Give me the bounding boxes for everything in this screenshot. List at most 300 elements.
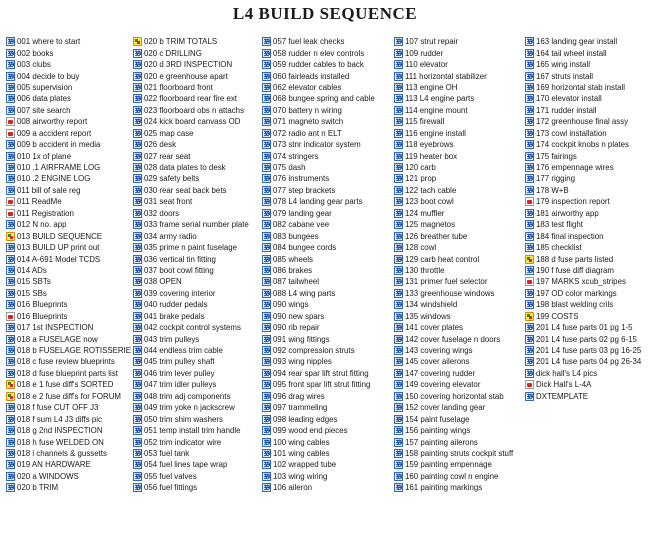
file-item[interactable]: [133, 36, 265, 47]
file-item[interactable]: [525, 70, 650, 81]
file-item[interactable]: [133, 82, 265, 93]
file-item[interactable]: [6, 139, 138, 150]
word-document-icon: [133, 152, 142, 161]
file-item[interactable]: [6, 185, 138, 196]
file-item[interactable]: [262, 379, 394, 390]
file-item[interactable]: [394, 185, 526, 196]
file-item[interactable]: [6, 471, 138, 482]
file-item[interactable]: [133, 391, 265, 402]
file-item[interactable]: [262, 173, 394, 184]
file-item[interactable]: [525, 265, 650, 276]
word-document-icon: [6, 49, 15, 58]
file-name: 015 SBs: [17, 288, 47, 298]
file-item[interactable]: [133, 425, 265, 436]
file-item[interactable]: [525, 253, 650, 264]
file-name: 027 rear seat: [144, 151, 191, 161]
file-item[interactable]: [525, 288, 650, 299]
file-item[interactable]: [6, 459, 138, 470]
file-name: 039 covering interior: [144, 288, 216, 298]
file-item[interactable]: [133, 471, 265, 482]
file-item[interactable]: [394, 265, 526, 276]
file-item[interactable]: [394, 150, 526, 161]
file-item[interactable]: [394, 139, 526, 150]
word-document-icon: [262, 460, 271, 469]
file-name: 090 wings: [273, 300, 309, 310]
file-item[interactable]: [394, 93, 526, 104]
file-item[interactable]: [6, 105, 138, 116]
word-document-icon: [394, 266, 403, 275]
file-item[interactable]: [6, 356, 138, 367]
file-item[interactable]: [262, 162, 394, 173]
file-item[interactable]: [133, 230, 265, 241]
file-item[interactable]: [394, 173, 526, 184]
file-name: 075 dash: [273, 163, 306, 173]
word-document-icon: [525, 300, 534, 309]
file-item[interactable]: [262, 253, 394, 264]
file-name: 119 heater box: [405, 151, 458, 161]
file-item[interactable]: [394, 402, 526, 413]
file-item[interactable]: [133, 322, 265, 333]
file-item[interactable]: [394, 459, 526, 470]
word-document-icon: [262, 220, 271, 229]
file-item[interactable]: [6, 265, 138, 276]
word-document-icon: [133, 174, 142, 183]
file-item[interactable]: [525, 128, 650, 139]
word-document-icon: [262, 94, 271, 103]
file-item[interactable]: [133, 128, 265, 139]
word-document-icon: [394, 94, 403, 103]
file-item[interactable]: [133, 299, 265, 310]
file-item[interactable]: [525, 82, 650, 93]
file-name: 177 rigging: [536, 174, 576, 184]
file-item[interactable]: [262, 471, 394, 482]
file-name: 184 final inspection: [536, 231, 604, 241]
file-item[interactable]: [133, 265, 265, 276]
file-item[interactable]: [262, 150, 394, 161]
file-name: 149 covering elevator: [405, 380, 481, 390]
file-name: 158 painting struts cockpit stuff: [405, 448, 514, 458]
file-item[interactable]: [6, 436, 138, 447]
file-item[interactable]: [133, 436, 265, 447]
file-item[interactable]: [262, 482, 394, 493]
file-item[interactable]: [394, 70, 526, 81]
file-item[interactable]: [133, 185, 265, 196]
file-item[interactable]: [394, 379, 526, 390]
word-document-icon: [525, 49, 534, 58]
file-item[interactable]: [525, 276, 650, 287]
file-item[interactable]: [133, 173, 265, 184]
word-document-icon: [525, 174, 534, 183]
file-item[interactable]: [525, 368, 650, 379]
file-item[interactable]: [525, 322, 650, 333]
file-item[interactable]: [133, 311, 265, 322]
file-name: 091 wing fittings: [273, 334, 330, 344]
file-item[interactable]: [6, 311, 138, 322]
file-item[interactable]: [133, 379, 265, 390]
file-item[interactable]: [6, 299, 138, 310]
file-item[interactable]: [262, 265, 394, 276]
file-name: 007 site search: [17, 105, 71, 115]
file-item[interactable]: [394, 333, 526, 344]
word-document-icon: [394, 346, 403, 355]
word-document-icon: [6, 335, 15, 344]
file-item[interactable]: [525, 333, 650, 344]
word-document-icon: [133, 129, 142, 138]
file-item[interactable]: [394, 356, 526, 367]
file-name: 109 rudder: [405, 48, 444, 58]
file-item[interactable]: [133, 105, 265, 116]
file-item[interactable]: [133, 93, 265, 104]
file-item[interactable]: [262, 36, 394, 47]
file-item[interactable]: [133, 253, 265, 264]
file-item[interactable]: [394, 425, 526, 436]
word-document-icon: [133, 186, 142, 195]
file-item[interactable]: [262, 59, 394, 70]
file-item[interactable]: [394, 230, 526, 241]
file-item[interactable]: [525, 379, 650, 390]
file-name: 115 firewall: [405, 117, 445, 127]
file-item[interactable]: [394, 368, 526, 379]
file-item[interactable]: [394, 105, 526, 116]
file-item[interactable]: [6, 379, 138, 390]
word-document-icon: [394, 129, 403, 138]
file-item[interactable]: [133, 459, 265, 470]
file-item[interactable]: [262, 128, 394, 139]
file-item[interactable]: [133, 333, 265, 344]
file-item[interactable]: [394, 345, 526, 356]
file-item[interactable]: [525, 59, 650, 70]
file-item[interactable]: [6, 82, 138, 93]
file-item[interactable]: [525, 150, 650, 161]
file-item[interactable]: [262, 288, 394, 299]
file-item[interactable]: [394, 482, 526, 493]
word-document-icon: [525, 186, 534, 195]
file-name: 129 carb heat control: [405, 254, 480, 264]
file-item[interactable]: [262, 47, 394, 58]
file-item[interactable]: [394, 242, 526, 253]
file-item[interactable]: [394, 276, 526, 287]
file-item[interactable]: [133, 70, 265, 81]
file-item[interactable]: [394, 288, 526, 299]
file-item[interactable]: [133, 139, 265, 150]
file-name: 175 fairings: [536, 151, 577, 161]
file-item[interactable]: [525, 299, 650, 310]
file-item[interactable]: [262, 436, 394, 447]
file-name: 169 horizontal stab install: [536, 82, 626, 92]
word-document-icon: [6, 449, 15, 458]
file-item[interactable]: [133, 345, 265, 356]
file-item[interactable]: [394, 59, 526, 70]
file-item[interactable]: [262, 425, 394, 436]
file-item[interactable]: [525, 185, 650, 196]
file-name: 020 b TRIM: [17, 483, 59, 493]
file-item[interactable]: [6, 368, 138, 379]
file-item[interactable]: [6, 219, 138, 230]
file-item[interactable]: [394, 253, 526, 264]
file-name: 010 .1 AIRFRAME LOG: [17, 163, 101, 173]
file-item[interactable]: [262, 219, 394, 230]
file-item[interactable]: [525, 162, 650, 173]
file-item[interactable]: [394, 322, 526, 333]
file-item[interactable]: [262, 402, 394, 413]
file-item[interactable]: [262, 230, 394, 241]
file-item[interactable]: [6, 253, 138, 264]
file-item[interactable]: [394, 413, 526, 424]
file-name: 092 compression struts: [273, 346, 355, 356]
file-item[interactable]: [6, 47, 138, 58]
word-document-icon: [6, 472, 15, 481]
file-item[interactable]: [262, 70, 394, 81]
file-item[interactable]: [6, 208, 138, 219]
file-item[interactable]: [6, 116, 138, 127]
word-document-icon: [133, 117, 142, 126]
file-item[interactable]: [394, 82, 526, 93]
word-document-icon: [133, 449, 142, 458]
file-item[interactable]: [525, 173, 650, 184]
file-name: 031 seat front: [144, 197, 193, 207]
file-item[interactable]: [525, 311, 650, 322]
file-item[interactable]: [525, 230, 650, 241]
file-item[interactable]: [262, 368, 394, 379]
file-name: 020 d 3RD INSPECTION: [144, 60, 233, 70]
word-document-icon: [525, 357, 534, 366]
word-document-icon: [262, 243, 271, 252]
word-document-icon: [133, 403, 142, 412]
word-document-icon: [262, 37, 271, 46]
file-item[interactable]: [133, 276, 265, 287]
word-document-icon: [525, 117, 534, 126]
file-name: 045 trim pulley shaft: [144, 357, 215, 367]
file-item[interactable]: [6, 482, 138, 493]
file-item[interactable]: [525, 36, 650, 47]
file-name: 143 covering wings: [405, 346, 473, 356]
file-item[interactable]: [262, 185, 394, 196]
file-name: 101 wing cables: [273, 448, 330, 458]
file-item[interactable]: [6, 230, 138, 241]
file-item[interactable]: [525, 47, 650, 58]
file-item[interactable]: [6, 288, 138, 299]
file-item[interactable]: [6, 333, 138, 344]
file-item[interactable]: [133, 208, 265, 219]
file-item[interactable]: [262, 391, 394, 402]
file-name: 051 temp install trim handle: [144, 426, 241, 436]
file-item[interactable]: [262, 459, 394, 470]
file-name: dick hall's L4 pics: [536, 368, 598, 378]
file-item[interactable]: [6, 242, 138, 253]
file-item[interactable]: [6, 93, 138, 104]
file-item[interactable]: [6, 173, 138, 184]
word-document-icon: [262, 289, 271, 298]
file-name: 135 windows: [405, 311, 451, 321]
file-name: 001 where to start: [17, 37, 81, 47]
file-item[interactable]: [6, 128, 138, 139]
word-document-icon: [262, 106, 271, 115]
file-item[interactable]: [133, 162, 265, 173]
word-document-icon: [262, 335, 271, 344]
file-name: 018 f fuse CUT OFF J3: [17, 403, 99, 413]
word-document-icon: [262, 255, 271, 264]
word-document-icon: [394, 380, 403, 389]
file-item[interactable]: [525, 105, 650, 116]
file-item[interactable]: [6, 59, 138, 70]
word-document-icon: [6, 357, 15, 366]
file-item[interactable]: [262, 356, 394, 367]
file-item[interactable]: [6, 150, 138, 161]
file-item[interactable]: [525, 391, 650, 402]
file-item[interactable]: [133, 219, 265, 230]
file-item[interactable]: [262, 82, 394, 93]
file-item[interactable]: [262, 105, 394, 116]
file-name: 150 covering horizontal stab: [405, 391, 504, 401]
file-item[interactable]: [525, 208, 650, 219]
file-item[interactable]: [262, 116, 394, 127]
word-document-icon: [525, 129, 534, 138]
file-item[interactable]: [133, 413, 265, 424]
file-item[interactable]: [262, 299, 394, 310]
file-item[interactable]: [262, 322, 394, 333]
file-item[interactable]: [525, 242, 650, 253]
word-document-icon: [394, 300, 403, 309]
file-item[interactable]: [262, 208, 394, 219]
file-name: 018 b FUSELAGE ROTISSERIE: [17, 346, 132, 356]
file-item[interactable]: [525, 93, 650, 104]
file-item[interactable]: [262, 242, 394, 253]
word-document-icon: [394, 460, 403, 469]
file-item[interactable]: [6, 425, 138, 436]
file-item[interactable]: [133, 116, 265, 127]
file-item[interactable]: [394, 436, 526, 447]
file-item[interactable]: [394, 208, 526, 219]
word-document-icon: [133, 106, 142, 115]
file-item[interactable]: [262, 345, 394, 356]
file-name: 006 data plates: [17, 94, 71, 104]
word-document-icon: [525, 243, 534, 252]
file-item[interactable]: [133, 356, 265, 367]
file-item[interactable]: [394, 36, 526, 47]
word-document-icon: [525, 369, 534, 378]
file-item[interactable]: [262, 139, 394, 150]
file-name: 011 Registration: [17, 208, 74, 218]
file-item[interactable]: [6, 196, 138, 207]
file-item[interactable]: [394, 162, 526, 173]
word-document-icon: [6, 415, 15, 424]
file-name: 020 e greenhouse apart: [144, 71, 228, 81]
file-name: 010 .2 ENGINE LOG: [17, 174, 91, 184]
word-document-icon: [525, 323, 534, 332]
file-item[interactable]: [133, 368, 265, 379]
pdf-document-icon: [6, 117, 15, 126]
file-item[interactable]: [6, 162, 138, 173]
file-item[interactable]: [525, 196, 650, 207]
file-name: 057 fuel leak checks: [273, 37, 345, 47]
file-item[interactable]: [6, 402, 138, 413]
file-item[interactable]: [6, 413, 138, 424]
file-item[interactable]: [262, 413, 394, 424]
file-item[interactable]: [262, 196, 394, 207]
pdf-document-icon: [525, 197, 534, 206]
file-name: 120 carb: [405, 163, 436, 173]
file-name: 028 data plates to desk: [144, 163, 226, 173]
file-item[interactable]: [133, 242, 265, 253]
file-name: 094 rear spar lift strut fitting: [273, 368, 369, 378]
file-item[interactable]: [525, 219, 650, 230]
word-document-icon: [525, 335, 534, 344]
file-item[interactable]: [133, 288, 265, 299]
word-document-icon: [133, 60, 142, 69]
word-document-icon: [394, 403, 403, 412]
word-document-icon: [262, 380, 271, 389]
file-item[interactable]: [394, 299, 526, 310]
file-item[interactable]: [6, 36, 138, 47]
file-item[interactable]: [133, 482, 265, 493]
file-item[interactable]: [133, 402, 265, 413]
file-item[interactable]: [394, 219, 526, 230]
file-item[interactable]: [262, 333, 394, 344]
file-item[interactable]: [6, 391, 138, 402]
word-document-icon: [394, 83, 403, 92]
file-name: 107 strut repair: [405, 37, 459, 47]
file-item[interactable]: [262, 276, 394, 287]
file-name: 181 airworthy app: [536, 208, 599, 218]
file-item[interactable]: [394, 311, 526, 322]
word-document-icon: [133, 266, 142, 275]
file-item[interactable]: [394, 116, 526, 127]
file-item[interactable]: [262, 93, 394, 104]
file-name: 016 Blueprints: [17, 300, 68, 310]
file-item[interactable]: [133, 150, 265, 161]
file-item[interactable]: [262, 311, 394, 322]
file-name: 025 map case: [144, 128, 194, 138]
file-item[interactable]: [394, 128, 526, 139]
file-item[interactable]: [6, 276, 138, 287]
word-document-icon: [133, 460, 142, 469]
file-name: 088 L4 wing parts: [273, 288, 336, 298]
word-document-icon: [133, 392, 142, 401]
file-item[interactable]: [525, 345, 650, 356]
file-item[interactable]: [6, 70, 138, 81]
word-document-icon: [394, 335, 403, 344]
file-item[interactable]: [6, 345, 138, 356]
file-item[interactable]: [394, 471, 526, 482]
word-document-icon: [133, 243, 142, 252]
file-name: 018 h fuse WELDED ON: [17, 437, 104, 447]
file-name: 053 fuel tank: [144, 448, 190, 458]
file-item[interactable]: [394, 448, 526, 459]
word-document-icon: [133, 72, 142, 81]
file-item[interactable]: [525, 116, 650, 127]
file-name: 018 g 2nd INSPECTION: [17, 426, 103, 436]
file-item[interactable]: [394, 391, 526, 402]
file-item[interactable]: [394, 196, 526, 207]
program-file-icon: [6, 392, 15, 401]
file-item[interactable]: [394, 47, 526, 58]
file-name: 086 brakes: [273, 265, 313, 275]
file-item[interactable]: [133, 448, 265, 459]
word-document-icon: [394, 357, 403, 366]
file-name: 034 army radio: [144, 231, 197, 241]
file-item[interactable]: [133, 59, 265, 70]
file-item[interactable]: [6, 448, 138, 459]
file-item[interactable]: [262, 448, 394, 459]
file-item[interactable]: [525, 139, 650, 150]
file-item[interactable]: [133, 47, 265, 58]
file-item[interactable]: [133, 196, 265, 207]
word-document-icon: [133, 94, 142, 103]
file-item[interactable]: [6, 322, 138, 333]
word-document-icon: [133, 323, 142, 332]
file-item[interactable]: [525, 356, 650, 367]
word-document-icon: [394, 197, 403, 206]
